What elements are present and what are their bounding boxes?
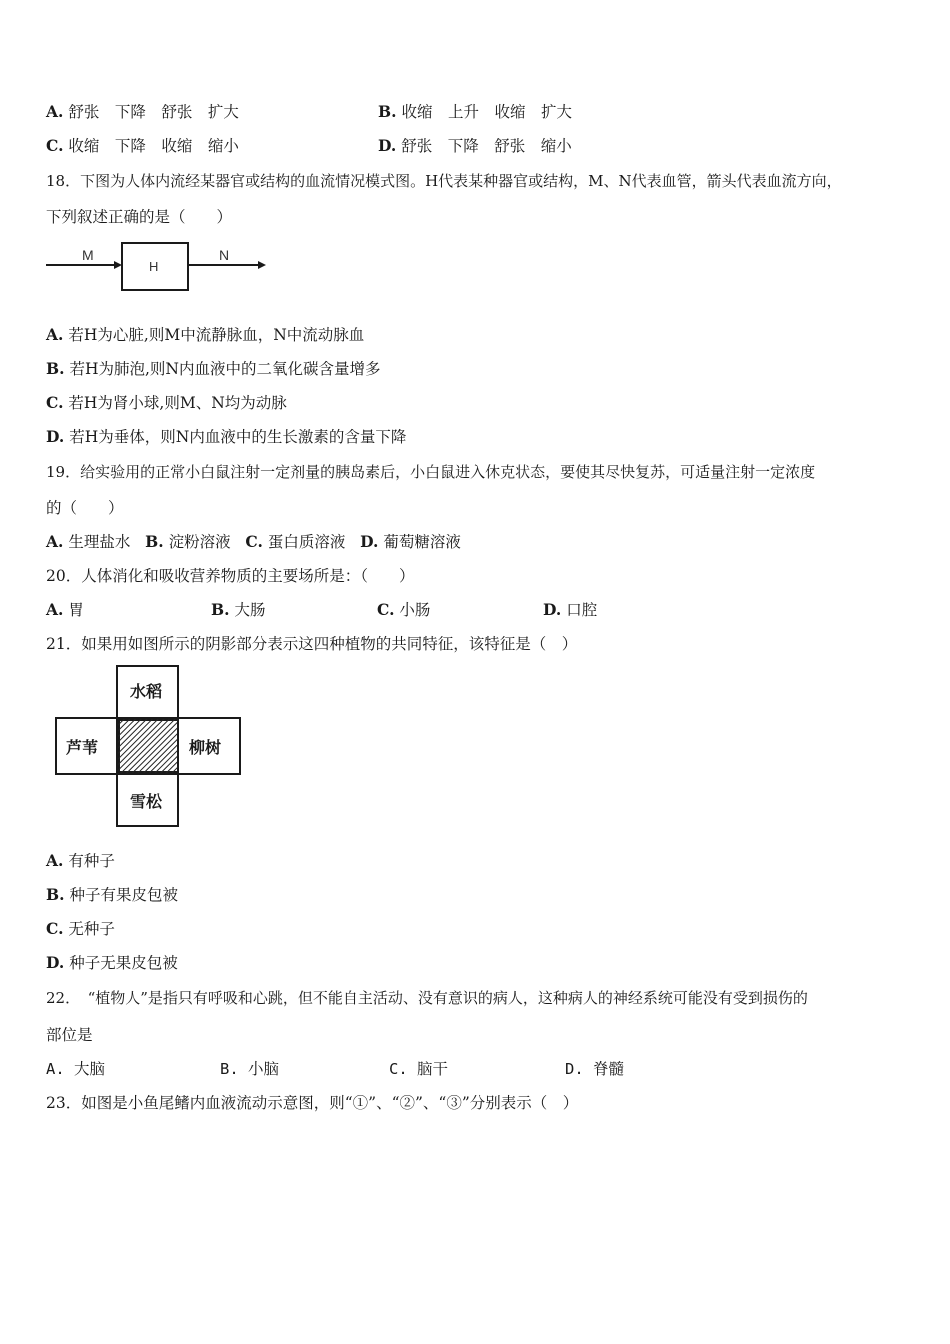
q21-option-b: B. 种子有果皮包被 bbox=[46, 885, 178, 904]
q21-option-d: D. 种子无果皮包被 bbox=[46, 953, 178, 972]
q18-blood-flow-diagram bbox=[44, 240, 274, 296]
q22-option-b: B. 小脑 bbox=[220, 1060, 280, 1078]
q20-option-d: D. 口腔 bbox=[543, 600, 598, 619]
q22-option-c: C. 脑干 bbox=[389, 1060, 449, 1078]
q22-option-d: D. 脊髓 bbox=[565, 1060, 625, 1078]
q17-option-b: B. 收缩 上升 收缩 扩大 bbox=[378, 102, 572, 121]
q21-option-a: A. 有种子 bbox=[46, 851, 115, 870]
n-label: N bbox=[219, 247, 230, 263]
q20-option-b: B. 大肠 bbox=[211, 600, 266, 619]
reed-label: 芦苇 bbox=[66, 738, 99, 757]
q18-option-d: D. 若H为垂体，则N内血液中的生长激素的含量下降 bbox=[46, 427, 407, 446]
q21-plant-cross-diagram bbox=[54, 664, 244, 830]
n-arrowhead-icon bbox=[258, 261, 266, 269]
q17-option-a: A. 舒张 下降 舒张 扩大 bbox=[46, 102, 239, 121]
h-label: H bbox=[149, 259, 159, 274]
q19-stem-line2: 的（ ） bbox=[46, 499, 124, 517]
q19-stem-line1: 19．给实验用的正常小白鼠注射一定剂量的胰岛素后，小白鼠进入休克状态，要使其尽快复苏，可适量注射一定浓度 bbox=[46, 463, 816, 481]
rice-label: 水稻 bbox=[130, 682, 163, 701]
q20-stem: 20．人体消化和吸收营养物质的主要场所是：（ ） bbox=[46, 567, 415, 585]
shared-feature-hatched-box bbox=[117, 718, 178, 774]
q18-option-a: A. 若H为心脏,则M中流静脉血，N中流动脉血 bbox=[46, 325, 365, 344]
q22-stem-line2: 部位是 bbox=[46, 1026, 93, 1044]
q18-stem-line2: 下列叙述正确的是（ ） bbox=[46, 208, 233, 226]
m-label: M bbox=[82, 247, 94, 263]
q21-option-c: C. 无种子 bbox=[46, 919, 115, 938]
q20-option-c: C. 小肠 bbox=[377, 600, 431, 619]
q18-stem-line1: 18．下图为人体内流经某器官或结构的血流情况模式图。H代表某种器官或结构，M、N代表血管，箭头代表血流方向， bbox=[46, 172, 842, 190]
q23-stem: 23．如图是小鱼尾鳍内血液流动示意图，则“①”、“②”、“③”分别表示（ ） bbox=[46, 1094, 579, 1112]
q22-option-a: A. 大脑 bbox=[46, 1060, 106, 1078]
m-arrowhead-icon bbox=[114, 261, 122, 269]
q20-option-a: A. 胃 bbox=[46, 600, 84, 619]
q18-option-b: B. 若H为肺泡,则N内血液中的二氧化碳含量增多 bbox=[46, 359, 381, 378]
q21-stem: 21．如果用如图所示的阴影部分表示这四种植物的共同特征，该特征是（ ） bbox=[46, 635, 578, 653]
q17-option-c: C. 收缩 下降 收缩 缩小 bbox=[46, 136, 239, 155]
q22-stem-line1: 22． “植物人”是指只有呼吸和心跳，但不能自主活动、没有意识的病人，这种病人的神经系统可能没有受到损伤的 bbox=[46, 989, 808, 1007]
q19-options: A. 生理盐水 B. 淀粉溶液 C. 蛋白质溶液 D. 葡萄糖溶液 bbox=[46, 532, 461, 551]
willow-label: 柳树 bbox=[189, 738, 222, 757]
cedar-label: 雪松 bbox=[130, 792, 163, 811]
q18-option-c: C. 若H为肾小球,则M、N均为动脉 bbox=[46, 393, 287, 412]
q17-option-d: D. 舒张 下降 舒张 缩小 bbox=[378, 136, 572, 155]
